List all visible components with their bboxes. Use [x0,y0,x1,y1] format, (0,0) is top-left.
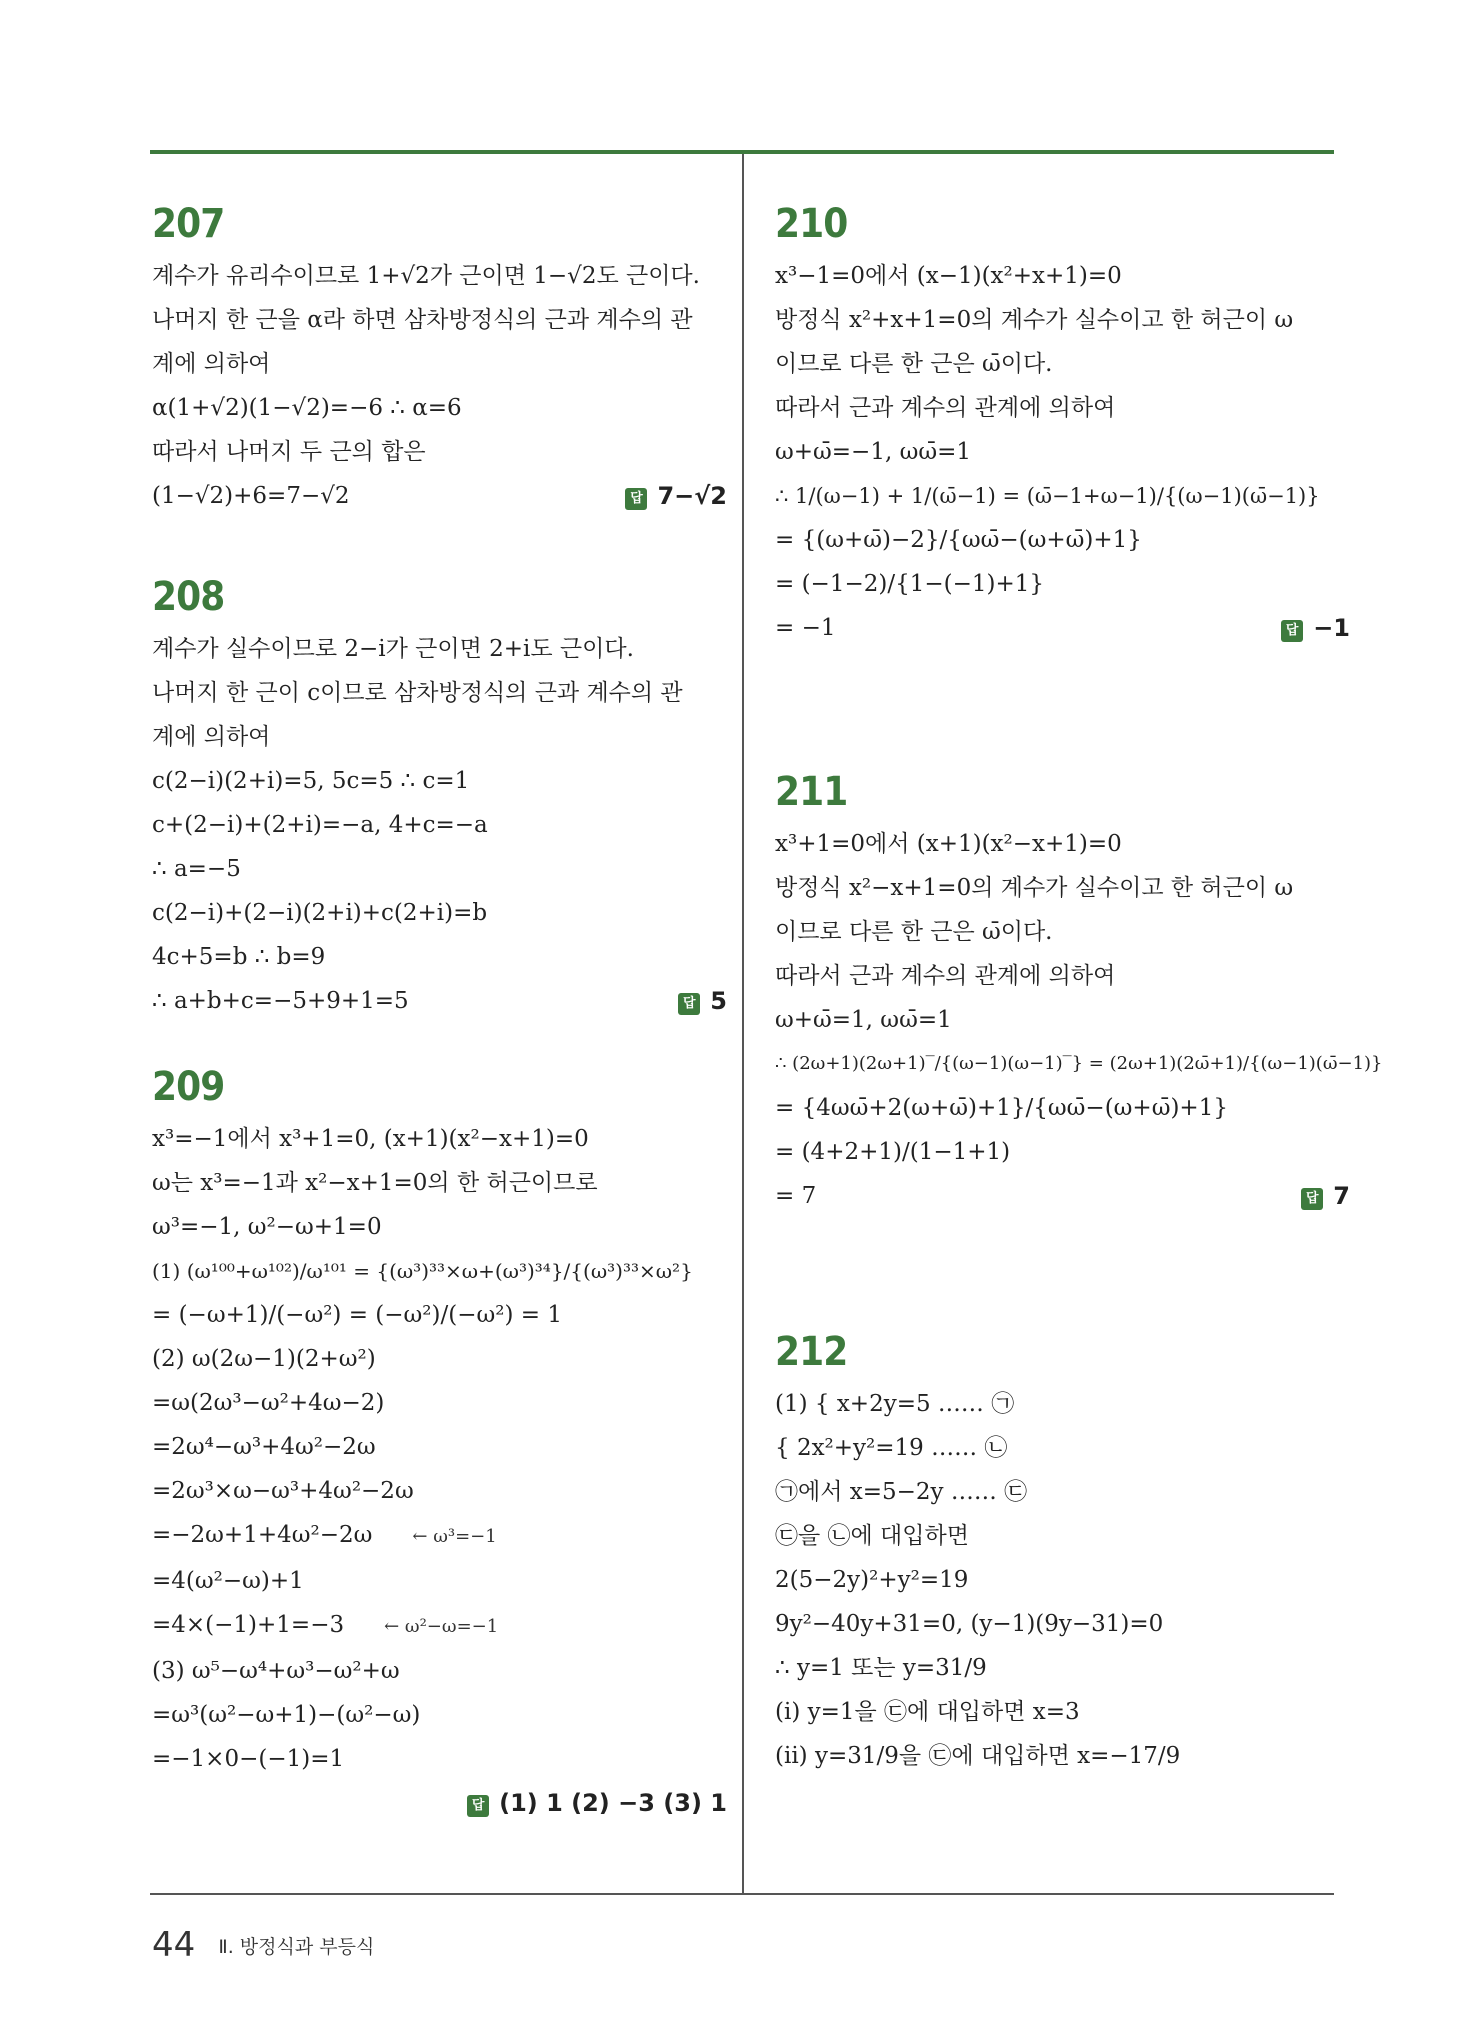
solution-line: = {(ω+ω̄)−2}/{ωω̄−(ω+ω̄)+1} [775,527,1142,553]
solution-line: 방정식 x²−x+1=0의 계수가 실수이고 한 허근이 ω [775,875,1294,901]
answer-value: 5 [710,987,727,1015]
solution-line: =4(ω²−ω)+1 [152,1568,304,1594]
page-number: 44 [152,1925,196,1965]
answer-badge-icon: 답 [625,488,647,510]
answer-value: (1) 1 (2) −3 (3) 1 [499,1789,727,1817]
solution-line [152,979,727,1023]
bottom-rule [150,1893,1334,1895]
solution-line: α(1+√2)(1−√2)=−6 ∴ α=6 [152,395,462,421]
solution-line: ∴ (2ω+1)(2ω+1)‾/{(ω−1)(ω−1)‾} = (2ω+1)(2ω̄+1)/{(ω−1)(ω̄−1)} [775,1053,1383,1074]
problem-number: 209 [152,1064,225,1110]
problem-207 [152,200,727,525]
side-note: ← ω²−ω=−1 [384,1616,499,1637]
solution-line: ω+ω̄=−1, ωω̄=1 [775,439,971,465]
solution-line: 따라서 근과 계수의 관계에 의하여 [775,395,1116,421]
solution-line [152,1513,727,1559]
solution-line [152,474,727,518]
answer-value: 7−√2 [657,482,727,510]
solution-line: ω+ω̄=1, ωω̄=1 [775,1007,952,1033]
solution-line: 2(5−2y)²+y²=19 [775,1567,969,1593]
page-footer [152,1925,374,1965]
solution-text: = −1 [775,615,836,641]
chapter-title: Ⅱ. 방정식과 부등식 [218,1935,375,1958]
answer [1281,606,1350,650]
solution-line: 이므로 다른 한 근은 ω̄이다. [775,351,1053,377]
solution-line: x³−1=0에서 (x−1)(x²+x+1)=0 [775,263,1122,289]
solution-line: =−1×0−(−1)=1 [152,1746,345,1772]
solution-line: 4c+5=b ∴ b=9 [152,944,326,970]
answer-badge-icon: 답 [467,1795,489,1817]
answer [625,474,727,518]
solution-text: =4×(−1)+1=−3 [152,1612,345,1638]
solution-line: (i) y=1을 ㉢에 대입하면 x=3 [775,1699,1080,1725]
solution-line: ㉠에서 x=5−2y …… ㉢ [775,1479,1028,1505]
solution-line: 나머지 한 근을 α라 하면 삼차방정식의 근과 계수의 관 [152,307,693,333]
problem-number: 212 [775,1329,848,1375]
solution-line: = (−ω+1)/(−ω²) = (−ω²)/(−ω²) = 1 [152,1302,562,1328]
solution-line: 따라서 근과 계수의 관계에 의하여 [775,963,1116,989]
solution-line: c+(2−i)+(2+i)=−a, 4+c=−a [152,812,488,838]
solution-line: ∴ 1/(ω−1) + 1/(ω̄−1) = (ω̄−1+ω−1)/{(ω−1)(ω̄−1)} [775,484,1320,508]
answer-badge-icon: 답 [1281,620,1303,642]
solution-line: ω는 x³=−1과 x²−x+1=0의 한 허근이므로 [152,1170,598,1196]
solution-line: = (−1−2)/{1−(−1)+1} [775,571,1045,597]
solution-text: (1−√2)+6=7−√2 [152,483,350,509]
solution-line: x³=−1에서 x³+1=0, (x+1)(x²−x+1)=0 [152,1126,589,1152]
answer-badge-icon: 답 [678,993,700,1015]
solution-line: ∴ y=1 또는 y=31/9 [775,1655,987,1681]
solution-line: 방정식 x²+x+1=0의 계수가 실수이고 한 허근이 ω [775,307,1294,333]
solution-line [775,606,1350,650]
answer [678,979,727,1023]
solution-line [152,1603,727,1649]
solution-line: 계에 의하여 [152,351,271,377]
solution-line: { 2x²+y²=19 …… ㉡ [775,1435,1008,1461]
answer-value: 7 [1333,1182,1350,1210]
solution-line: 계수가 유리수이므로 1+√2가 근이면 1−√2도 근이다. [152,263,700,289]
solution-line: (1) (ω¹⁰⁰+ω¹⁰²)/ω¹⁰¹ = {(ω³)³³×ω+(ω³)³⁴}/{(ω³)³³×ω²} [152,1259,693,1283]
problem-number: 208 [152,574,225,620]
solution-line: ∴ a=−5 [152,856,241,882]
solution-line: = (4+2+1)/(1−1+1) [775,1139,1011,1165]
problem-210 [775,200,1350,720]
solution-line: c(2−i)(2+i)=5, 5c=5 ∴ c=1 [152,768,470,794]
solution-line [775,1174,1350,1218]
solution-line: =ω(2ω³−ω²+4ω−2) [152,1390,385,1416]
problem-209 [152,1063,727,1817]
answer-badge-icon: 답 [1301,1188,1323,1210]
solution-line: 9y²−40y+31=0, (y−1)(9y−31)=0 [775,1611,1164,1637]
solution-line: 따라서 나머지 두 근의 합은 [152,439,426,465]
solution-line: ㉢을 ㉡에 대입하면 [775,1523,969,1549]
solution-line: (ii) y=31/9을 ㉢에 대입하면 x=−17/9 [775,1743,1181,1769]
column-divider [742,154,744,1894]
solution-line: (3) ω⁵−ω⁴+ω³−ω²+ω [152,1658,400,1684]
left-column [152,200,727,1817]
solution-line: c(2−i)+(2−i)(2+i)+c(2+i)=b [152,900,488,926]
problem-number: 207 [152,201,225,247]
solution-line: 나머지 한 근이 c이므로 삼차방정식의 근과 계수의 관 [152,680,683,706]
solution-line: (2) ω(2ω−1)(2+ω²) [152,1346,376,1372]
solution-text: =−2ω+1+4ω²−2ω [152,1522,373,1548]
right-column [775,200,1383,1778]
solution-line: 이므로 다른 한 근은 ω̄이다. [775,919,1053,945]
solution-line: =2ω⁴−ω³+4ω²−2ω [152,1434,376,1460]
solution-line: = {4ωω̄+2(ω+ω̄)+1}/{ωω̄−(ω+ω̄)+1} [775,1095,1228,1121]
problem-212 [775,1328,1350,1778]
side-note: ← ω³=−1 [412,1526,497,1547]
problem-211 [775,768,1383,1288]
answer [467,1781,727,1825]
solution-line: ω³=−1, ω²−ω+1=0 [152,1214,382,1240]
solution-line: =ω³(ω²−ω+1)−(ω²−ω) [152,1702,421,1728]
problem-number: 211 [775,769,848,815]
solution-text: ∴ a+b+c=−5+9+1=5 [152,988,409,1014]
solution-line: 계수가 실수이므로 2−i가 근이면 2+i도 근이다. [152,636,634,662]
solution-line: (1) { x+2y=5 …… ㉠ [775,1391,1015,1417]
answer-value: −1 [1313,614,1350,642]
solution-text: = 7 [775,1183,817,1209]
problem-number: 210 [775,201,848,247]
solution-line: x³+1=0에서 (x+1)(x²−x+1)=0 [775,831,1122,857]
solution-line: 계에 의하여 [152,724,271,750]
solution-line: =2ω³×ω−ω³+4ω²−2ω [152,1478,414,1504]
problem-208 [152,573,727,1023]
answer [1301,1174,1350,1218]
